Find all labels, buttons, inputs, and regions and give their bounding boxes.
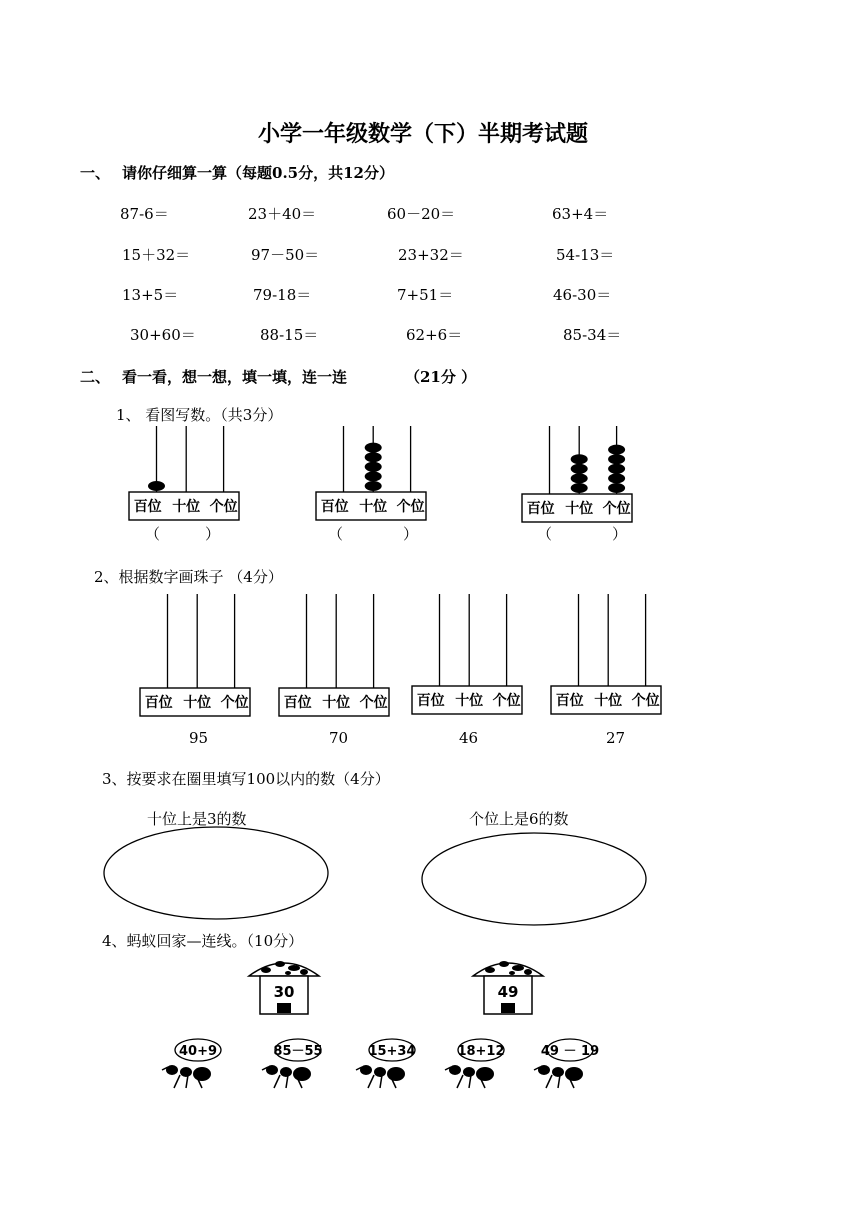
place-label: 十位 [565, 501, 594, 517]
circle-label-ones: 个位上是6的数 [469, 810, 569, 828]
abacus-bead [608, 445, 625, 455]
abacus-bead [365, 443, 382, 453]
ant[interactable] [534, 1039, 599, 1088]
ant-expression: 18+12 [457, 1044, 505, 1059]
abacus [279, 594, 389, 716]
problem: 7+51＝ [397, 286, 454, 304]
abacus-bead [571, 473, 588, 483]
ant-thorax [180, 1067, 192, 1077]
place-label: 百位 [416, 693, 445, 709]
house-door [501, 1003, 515, 1013]
problem: 62+6＝ [406, 326, 463, 344]
ant-head [449, 1065, 461, 1075]
mushroom-house[interactable] [470, 956, 546, 1016]
ant-abdomen [193, 1067, 211, 1081]
problem: 88-15＝ [260, 326, 319, 344]
house-number: 30 [273, 983, 295, 1001]
section-1-number: 一、 [80, 164, 111, 182]
place-label: 个位 [209, 499, 238, 515]
question-2-label: 2、根据数字画珠子 （4分） [94, 568, 283, 586]
problem: 13+5＝ [122, 286, 179, 304]
target-number: 70 [329, 729, 349, 747]
abacus-bead [608, 473, 625, 483]
ant[interactable] [356, 1039, 416, 1088]
problem: 15＋32＝ [122, 246, 191, 264]
abacus [551, 594, 661, 714]
place-label: 百位 [320, 499, 349, 515]
question-4-label: 4、蚂蚁回家—连线。（10分） [102, 932, 304, 950]
place-label: 个位 [492, 693, 521, 709]
problem: 85-34＝ [563, 326, 622, 344]
ant-leg [457, 1075, 463, 1088]
place-label: 百位 [144, 695, 173, 711]
house-number: 49 [497, 983, 519, 1001]
target-number: 27 [606, 729, 626, 747]
place-label: 十位 [359, 499, 388, 515]
abacus [316, 426, 426, 520]
abacus-bead [365, 481, 382, 491]
abacus-bead [365, 462, 382, 472]
circle-label-tens: 十位上是3的数 [147, 810, 247, 828]
ant[interactable] [162, 1039, 221, 1088]
section-2-number: 二、 [80, 368, 111, 386]
ant-expression: 85－55 [273, 1044, 323, 1059]
abacus-bead [608, 464, 625, 474]
ant-expression: 40+9 [178, 1044, 218, 1059]
answer-circles [0, 820, 860, 930]
place-label: 十位 [594, 693, 623, 709]
abacus-bead [608, 483, 625, 493]
ant-abdomen [293, 1067, 311, 1081]
answer-blank: （ ） [328, 525, 419, 543]
problem: 23+32＝ [398, 246, 464, 264]
abacus-bead [571, 464, 588, 474]
ant-thorax [280, 1067, 292, 1077]
house-door [277, 1003, 291, 1013]
place-label: 个位 [602, 501, 631, 517]
target-number: 95 [189, 729, 209, 747]
ant-leg [368, 1075, 374, 1088]
question-1-label: 1、 看图写数。（共3分） [116, 406, 283, 424]
abacus-bead [365, 452, 382, 462]
page-title: 小学一年级数学（下）半期考试题 [258, 121, 589, 147]
ant-thorax [374, 1067, 386, 1077]
ant-head [166, 1065, 178, 1075]
ant-thorax [552, 1067, 564, 1077]
abacus-bead [365, 471, 382, 481]
ant-abdomen [565, 1067, 583, 1081]
answer-blank: （ ） [537, 525, 628, 543]
ant-leg [546, 1075, 552, 1088]
abacus-figures-q2 [0, 588, 860, 723]
problem: 30+60＝ [130, 326, 196, 344]
place-label: 十位 [183, 695, 212, 711]
place-label: 百位 [133, 499, 162, 515]
answer-circle-tens[interactable] [104, 827, 328, 919]
problem: 46-30＝ [553, 286, 612, 304]
ant-head [538, 1065, 550, 1075]
problem: 79-18＝ [253, 286, 312, 304]
section-1-title: 请你仔细算一算（每题0.5分，共12分） [122, 164, 394, 182]
problem: 60－20＝ [387, 205, 456, 223]
ant-head [360, 1065, 372, 1075]
ant-leg [174, 1075, 180, 1088]
problem: 63+4＝ [552, 205, 609, 223]
question-3-label: 3、按要求在圈里填写100以内的数（4分） [102, 770, 390, 788]
abacus-bead [608, 454, 625, 464]
abacus [129, 426, 239, 520]
abacus-bead [571, 454, 588, 464]
place-label: 个位 [396, 499, 425, 515]
answer-blank: （ ） [145, 525, 221, 543]
problem: 54-13＝ [556, 246, 615, 264]
problem: 23＋40＝ [248, 205, 317, 223]
place-label: 百位 [555, 693, 584, 709]
ant-expression: 15+34 [368, 1044, 416, 1059]
ant[interactable] [445, 1039, 505, 1088]
ant-thorax [463, 1067, 475, 1077]
abacus-bead [571, 483, 588, 493]
problem: 97－50＝ [251, 246, 320, 264]
place-label: 个位 [359, 695, 388, 711]
place-label: 十位 [172, 499, 201, 515]
abacus [522, 426, 632, 522]
problem: 87-6＝ [120, 205, 169, 223]
abacus [140, 594, 250, 716]
ant[interactable] [262, 1039, 323, 1088]
answer-circle-ones[interactable] [422, 833, 646, 925]
target-number: 46 [459, 729, 479, 747]
abacus [412, 594, 522, 714]
place-label: 十位 [455, 693, 484, 709]
place-label: 百位 [526, 501, 555, 517]
mushroom-house[interactable] [246, 956, 322, 1016]
ant-head [266, 1065, 278, 1075]
abacus-figures-q1 [0, 420, 860, 570]
section-2-score: （21分 ） [405, 368, 477, 386]
section-2-title: 看一看，想一想，填一填，连一连 [122, 368, 348, 386]
ant-leg [274, 1075, 280, 1088]
ant-abdomen [476, 1067, 494, 1081]
ant-expression: 49 － 19 [540, 1044, 600, 1059]
ant-abdomen [387, 1067, 405, 1081]
place-label: 个位 [631, 693, 660, 709]
abacus-bead [148, 481, 165, 491]
ant-figures [0, 1038, 860, 1108]
place-label: 百位 [283, 695, 312, 711]
place-label: 十位 [322, 695, 351, 711]
place-label: 个位 [220, 695, 249, 711]
